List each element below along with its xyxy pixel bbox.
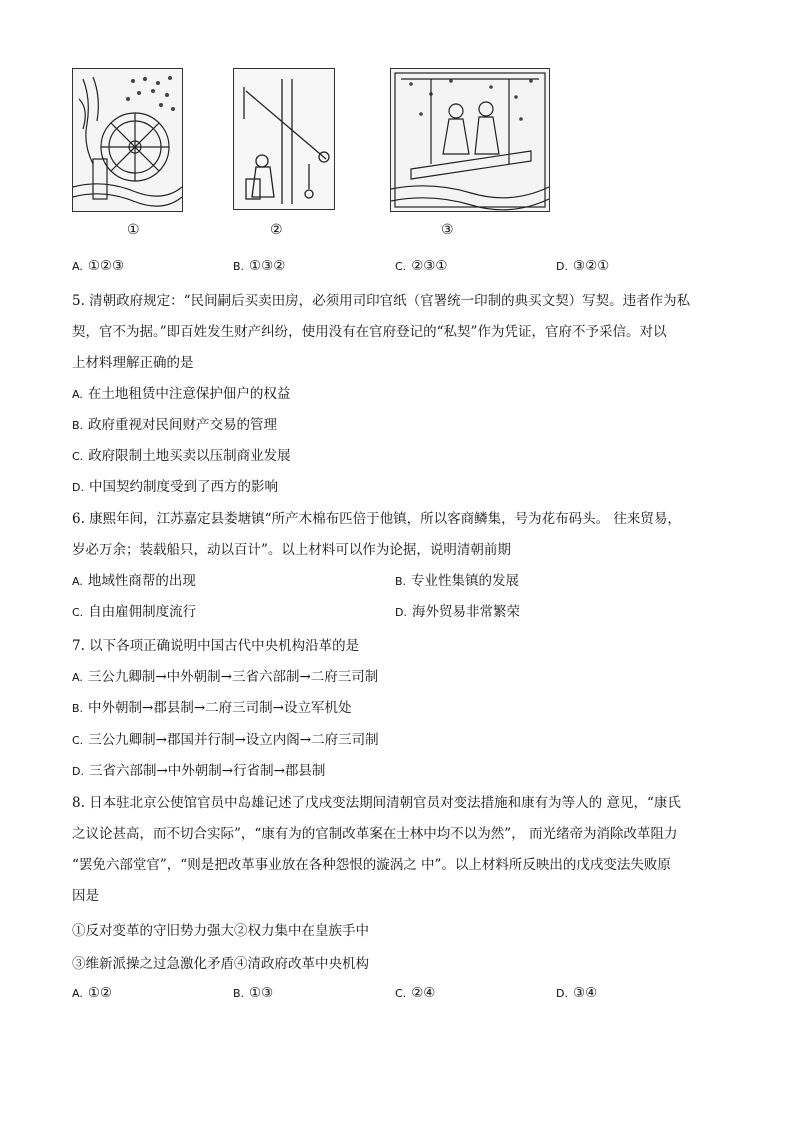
q6-stem-line-2: 岁必万余；装载船只，动以百计”。以上材料可以作为论据，说明清朝前期 [72,542,511,558]
q5-stem-line-3: 上材料理解正确的是 [72,355,194,371]
q7-option-d: D. 三省六部制→中外朝制→行省制→郡县制 [72,763,326,779]
q8-statements-line-2: ③维新派操之过急激化矛盾④清政府改革中央机构 [72,956,369,972]
q8-option-d: D. ③④ [556,985,598,1001]
well-sweep-illustration [233,68,335,210]
q8-option-b: B. ①③ [233,985,274,1001]
q4-option-c: C. ②③① [395,258,448,274]
q4-option-a: A. ①②③ [72,258,125,274]
q7-option-a: A. 三公九卿制→中外朝制→三省六部制→二府三司制 [72,669,379,685]
q5-stem-line-1: 5. 清朝政府规定：“民间嗣后买卖田房，必须用司印官纸（官署统一印制的典买文契）写契。违者作为私 [72,293,691,309]
water-wheel-icon [73,69,182,211]
q6-option-b: B. 专业性集镇的发展 [395,573,520,589]
treadle-water-lift-illustration [390,68,550,212]
q6-option-d: D. 海外贸易非常繁荣 [395,604,520,620]
q7-stem: 7. 以下各项正确说明中国古代中央机构沿革的是 [72,638,360,654]
water-wheel-illustration [72,68,183,212]
q8-stem-line-3: “罢免六部堂官”，“则是把改革事业放在各种怨恨的漩涡之 中”。以上材料所反映出的戊戌变法失败原 [72,857,671,873]
well-sweep-icon [234,69,334,209]
q5-option-c: C. 政府限制土地买卖以压制商业发展 [72,448,291,464]
q5-option-a: A. 在土地租赁中注意保护佃户的权益 [72,386,291,402]
q8-stem-line-1: 8. 日本驻北京公使馆官员中岛雄记述了戊戌变法期间清朝官员对变法措施和康有为等人的 意见，“康氏 [72,795,681,811]
q8-statements-line-1: ①反对变革的守旧势力强大②权力集中在皇族手中 [72,923,369,939]
q4-option-b: B. ①③② [233,258,286,274]
q5-option-d: D. 中国契约制度受到了西方的影响 [72,479,278,495]
treadle-pump-icon [391,69,549,211]
q8-stem-line-2: 之议论甚高，而不切合实际”，“康有为的官制改革案在士林中均不以为然”， 而光绪帝为消除改革阻力 [72,826,678,842]
q8-option-a: A. ①② [72,985,113,1001]
figure-label-3: ③ [441,222,454,238]
q7-option-c: C. 三公九卿制→郡国并行制→设立内阁→二府三司制 [72,732,379,748]
q6-option-c: C. 自由雇佣制度流行 [72,604,197,620]
q5-stem-line-2: 契，官不为据。”即百姓发生财产纠纷，使用没有在官府登记的“私契”作为凭证，官府不予采信。对以 [72,324,667,340]
q6-stem-line-1: 6. 康熙年间，江苏嘉定县娄塘镇“所产木棉布匹倍于他镇，所以客商鳞集，号为花布码头。 往来贸易， [72,511,681,527]
q8-option-c: C. ②④ [395,985,436,1001]
q5-option-b: B. 政府重视对民间财产交易的管理 [72,417,278,433]
q4-option-d: D. ③②① [556,258,610,274]
q7-option-b: B. 中外朝制→郡县制→二府三司制→设立军机处 [72,700,352,716]
q8-stem-line-4: 因是 [72,888,99,904]
figure-label-2: ② [270,222,283,238]
figure-label-1: ① [127,222,140,238]
q6-option-a: A. 地域性商帮的出现 [72,573,196,589]
